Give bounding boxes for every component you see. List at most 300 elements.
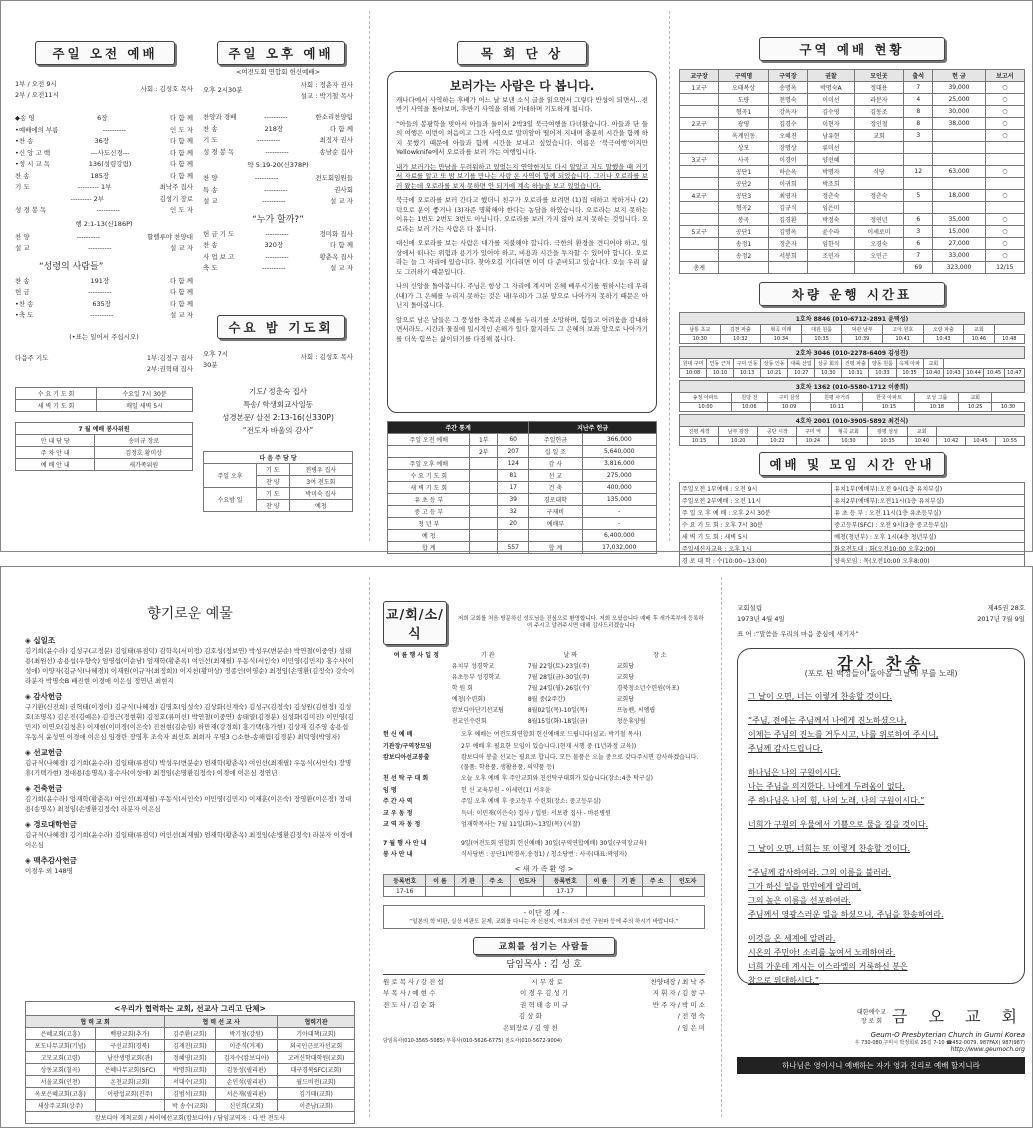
afternoon-service-title: 주일 오후 예배 xyxy=(217,41,345,65)
bus-time: 10:11 xyxy=(811,403,863,412)
order-cell: 찬 송 xyxy=(15,171,30,180)
service-times-table: 수 요 기 도 회 수요일 7시 30분 새 벽 기 도 회 매일 새벽 5시 xyxy=(15,387,193,412)
district-header: 모인곳 xyxy=(854,70,904,82)
order-cell: ---------- xyxy=(88,244,112,252)
district-cell: 15,000 xyxy=(933,226,985,238)
district-cell xyxy=(680,142,719,154)
committee-table: 7 월 예배 봉사위원 안 내 담 당 송미규 장로 주 차 안 내 김정호 황미상 예 배 안 내 새가족위원 xyxy=(15,422,193,471)
district-row xyxy=(680,178,1025,190)
meeting-cell: 양육모임 : 목(오전10:00 오후8:00) xyxy=(832,555,1025,567)
event-cell: 7월 22일(토)-23일(주) xyxy=(527,663,590,670)
district-cell: 12/15 xyxy=(985,262,1024,274)
district-cell: 박정숙 xyxy=(808,214,855,226)
news-item xyxy=(383,742,705,752)
district-cell: 라분자 xyxy=(854,94,904,106)
bus-stop: 원당 전 xyxy=(731,393,767,403)
order-row xyxy=(203,263,353,275)
district-row xyxy=(680,214,1025,226)
partner-cell: 김범석(교회) xyxy=(165,1088,215,1100)
stats-row xyxy=(388,530,657,542)
stats-cell: 구제비 xyxy=(529,506,582,518)
founded-date: 교회설립 1973년 4월 4일 xyxy=(737,604,785,623)
order-row xyxy=(203,173,353,185)
stats-cell: 예배부 xyxy=(529,518,582,530)
partner-cell: 상동교회(칠곡) xyxy=(26,1064,96,1076)
morning-order-list xyxy=(15,113,193,217)
bus-schedule xyxy=(679,312,1025,446)
district-cell: 김동조 xyxy=(854,106,904,118)
bus-time: 10:33 xyxy=(869,369,896,378)
partner-cell: 남산생명교회(관) xyxy=(95,1052,165,1064)
pastor-essay: 보러가는 사람은 다 봅니다. 캐나다에서 사역하는 후배가 어느 날 보낸 소식 글을 읽으면서 그렇다 반성이 되면서...전반기 사역을 돌아보며, 후반기 사역을 위해 기대하며 기도하게 됩니다. “아들의 봉팡학을 맞아서 아들과 둘이서 2박3일 북극여행을 다녀왔습니다. 아들과 단 둘의 여행은 이번이 처음이고 그간 사역으로 말미암아 떨어져 지내며 충분히 시간을 함께 하지 못했기 때문에 아들과 함께 시간을 보내고 싶었습니다. 이름은 ‘북극여행’이지만 Yellowknife에서 오로라를 보러 가는 여행입니다. 내가 보러가는 만남을 두려워하고 있었는지 연약한지도 다시 알았고 지도 말했을 때 거기서 자료를 알고 또 밤 보기를 만나는 사랑 온 사역이 함께 되었습니다. 그러나 오로라를 보러 왔는데 오로라를 보지 못하면 안 되기에 계속 하늘을 보고 있었습니다. 북극에 오로라를 보러 간다고 했더니 친구가 오로라를 보려면 (1)집 대하고 착하거나 (2)덕으로 운이 좋거나 (3)자존 명확해야 한다는 농담을 하였습니다. 오로라는 보지 못하는 이유는 1번도 2번도 3번도 아닙니다. 오로라를 보러 가지 않아 보지 못하는 것입니다. 오로라는 보러 가는 사람은 다 봅니다. 대신에 오로라를 보는 사람은 대가를 지불해야 합니다. 극한의 환경을 견디어야 하고, 일상에서 떠나는 위험과 용기가 있어야 하고, 비용과 시간을 투자할 수 있어야 합니다. 오로라는 늘 그 자리에 있습니다. 찾아오길 기다리면 이미 다 준비되고 있습니다. 오늘 우리 삶도 그러하기 때문입니다. 나의 신앙을 돌아봅니다. 주님은 항상 그 자리에 계시며 은혜 베푸시기를 원하시는데 우리(내)가 그 은혜를 누리지 못하는 것은 내(우리)가 그분 앞으로 나아가지 못하기 때문은 아닌지 돌아봅니다. 앞으로 남은 날들은 그 풍성한 축복과 은혜를 누리기를 소망하며, 힘들고 어려움을 감내하면서라도, 시간과 물질에 일시적인 손해가 있다 할지라도 그 은혜의 보좌 앞으로 나아가기를 더욱 힘쓰는 삶이되기를 다짐해 봅니다. xyxy=(387,71,657,413)
order-cell: 사 업 보 고 xyxy=(203,252,235,261)
order-row xyxy=(15,205,193,217)
order-cell: ---------- xyxy=(90,311,114,319)
stats-cell xyxy=(470,470,498,482)
order-row xyxy=(203,147,353,159)
hymn-line: 그 날이 오면, 너는 이렇게 찬송할 것이다. xyxy=(748,692,892,701)
district-cell: 7 xyxy=(904,82,933,94)
district-cell: 6 xyxy=(904,238,933,250)
church-news-column: 교/회/소/식 저희 교회를 처음 방문하신 성도님을 진심으로 환영합니다. 저희 오셨습니다 예배 후 새가족부에 등록하여 주시고 알려주시면 대해 감사드리겠습니다 여 름 행 사 일 정 기 관 날 짜 장 소 유치부 성경학교 7월 22일(토)-23일(주) 교회당 유초등부 성경학교 7월 28일(금)-30일(주) 교회당 학 원 회 7월 24일(월)-26일(수) 경북청소년수련원(아포) 예청(수련회) 8월 중(2주간) 교회당 캄보디아단기선교팀 8월02일(목)-10일(목) 프놈펜, 씨엠립 전교인수련회 8월15일(화)-18일(금) 청운휴양림 헌 신 예 배 오후 예배는 여전도회연합회 헌신예배로 드립니다(설교: 박기철 목사) 기관장/구역장모임 2부 예배 후 필요한 모임이 있습니다.(현재 시행 중 (1년과정 교육)) 캄보디아선교봉출 캄보디아 봉출 선교는 필요로 합니다. 모든 물품은 오늘 중으로 갖다주시면 감사하겠습니다.(물품: 학용품, 생활용품, 의약품 등) 친 선 탁 구 대 회 오늘 오후 예배 후 주안교회와 친선탁구대회가 있습니다(장소:4층 탁구실) 임 명 헌 신 교육부원 - 이세민(1) 서우윤 주 간 사 역 주일 오후 예배 후 중고등부 수련회(장소: 중고등부실) 교 우 동 정 득녀: 이민재(이은숙) 집사 / 입원: 서보광 집사 - 바른병원 교 역 자 동 정 엄재학목사는 7월 11일(화)~13일(목) (시찰) 7 월 행 사 안 내 9일(여전도회 연합회 헌신예배) 30일(구역연합예배) 30일(구역장교육) 봉 사 안 내 식사당번 : 공단1(박경옥,송정1) / 청소당번 : 사곡(대표:곽영자) < 새 가 족 환 영 > 등록번호 이 름 기 관 주 소 인도자 등록번호 이 름 기 관 주 소 인도자 17-16 17-17 - 이단 경 계 - “일본의 학 비판, 실상 비판도 문제, 교회를 다니는 자 신천지, 여호와의 증인 구원파 등에 주의 하시기 바랍니다.” 교회를 섬기는 사람들 담임목사 : 김 성 호 원 로 목 사 / 강 진 섭 시 무 장 로 찬양대장 / 최 낙 주 부 목 사 / 예 현 수 이 경 우 김 성 기 지 휘 자 / 김 창 구 전 도 사 / 김 순 화 권 혁 태 송 미 규 반 주 자 / 박 미 소 김 상 화 / 전 형 숙 은퇴장로 / 김 영 천 / 임 은 미 담임목사(010-3565-5085) 부목사(010-5626-6775) 전도사(010-5672-9004) xyxy=(383,567,705,1127)
bus-times-row xyxy=(680,335,1025,344)
district-row xyxy=(680,166,1025,178)
stats-cell xyxy=(529,530,582,542)
partner-cell: 이광섭교회(진주) xyxy=(95,1088,165,1100)
district-cell: 35,000 xyxy=(933,214,985,226)
district-cell: 남유현 xyxy=(808,130,855,142)
bus-stop: 고아 원호 xyxy=(882,325,923,335)
order-cell: 기 도 xyxy=(15,183,30,191)
partner-cell: 포도나무교회(기념) xyxy=(26,1040,96,1052)
event-cell: 학 원 회 xyxy=(451,685,473,692)
order-cell: 설 교 자 xyxy=(170,311,193,319)
event-cell: 8월 중(2주간) xyxy=(527,696,566,703)
afternoon-service-column xyxy=(203,1,353,551)
summer-events-table: 여 름 행 사 일 정 기 관 날 짜 장 소 유치부 성경학교 7월 22일(토)-23일(주) 교회당 유초등부 성경학교 7월 28일(금)-30일(주) 교회당 학 원 회 7월 24일(월)-26일(수) 경북청소년수련원(아포) 예청(수련회) 8월 중(2주간) 교회당 캄보디아단기선교팀 8월02일(목)-10일(목) 프놈펜, 씨엠립 전교인수련회 8월15일(화)-18일(금) 청운휴양림 xyxy=(383,649,705,726)
stats-cell xyxy=(470,482,498,494)
order-cell: 다 함 께 xyxy=(170,148,193,157)
newcomer-header: 등록번호 xyxy=(544,874,586,886)
bus-stop: 상동 인동 xyxy=(761,359,788,369)
wednesday-special: 특송/ 학생회교사일동 xyxy=(242,399,314,409)
fold-line-4 xyxy=(721,577,722,1117)
bus-stop: 원대 구미 xyxy=(680,359,707,369)
partner-cell: 김동성(필리핀) xyxy=(215,1064,277,1076)
order-cell: 황춘옥 집사 xyxy=(319,252,353,261)
partner-row xyxy=(26,1028,355,1040)
district-cell: 이귀희 xyxy=(768,178,807,190)
order-cell: 다 함 께 xyxy=(330,241,353,249)
district-cell xyxy=(680,166,719,178)
order-cell: 185장 xyxy=(90,171,110,180)
order-cell: 축 도 xyxy=(203,264,218,272)
district-cell: 형곡1 xyxy=(719,106,769,118)
district-cell: 39,000 xyxy=(933,82,985,94)
stats-row xyxy=(388,518,657,530)
wednesday-sermon: “전도자 바울의 감사” xyxy=(242,425,314,435)
stats-cell: - xyxy=(582,518,656,530)
meeting-cell: 유치2부(예배부):오전11시(1층 유치부실) xyxy=(832,495,1025,507)
order-cell: 다 함 께 xyxy=(170,160,193,168)
order-cell: 635장 xyxy=(92,299,112,308)
news-item-text: 주일 오후 예배 후 중고등부 수련회(장소: 중고등부실) xyxy=(461,798,601,805)
district-cell: 18,000 xyxy=(933,190,985,202)
order-row xyxy=(15,287,193,299)
stats-cell: 건 축 xyxy=(529,482,582,494)
district-cell: 류미선 xyxy=(808,142,855,154)
senior-pastor: 담임목사 : 김 성 호 xyxy=(506,959,582,970)
district-cell: ○ xyxy=(985,226,1024,238)
stats-cell: 감 사 xyxy=(529,458,582,470)
district-header: 교구장 xyxy=(680,70,719,82)
stats-row xyxy=(388,482,657,494)
fold-line xyxy=(369,11,370,541)
district-cell xyxy=(933,202,985,214)
order-cell: 찬 송 xyxy=(203,124,218,133)
bus-times-row xyxy=(680,437,1025,446)
news-title: 교/회/소/식 xyxy=(383,601,447,645)
bus-stop: 덕관 남부 xyxy=(842,325,883,335)
order-cell: 설 교 xyxy=(15,244,30,252)
bus-stop: 원평 사거리 xyxy=(811,393,863,403)
bus-time: 10:15 xyxy=(680,437,719,446)
event-spacer xyxy=(383,704,450,715)
district-cell: 이경이 xyxy=(768,154,807,166)
district-cell: 강옥자 xyxy=(768,106,807,118)
district-cell: 송정2 xyxy=(719,250,769,262)
order-cell: 성 경 봉 독 xyxy=(203,147,235,156)
bus-route-header xyxy=(680,313,1025,325)
event-cell: 전교인수련회 xyxy=(451,718,487,725)
stats-cell: 275,000 xyxy=(582,470,656,482)
news-item-text: 헌 신 교육부원 - 이세민(1) 서우윤 xyxy=(461,786,551,794)
bus-time: 10:30 xyxy=(680,335,721,344)
order-cell: 218장 xyxy=(264,124,284,133)
wednesday-prayer: 기도/ 정춘숙 집사 xyxy=(248,386,307,396)
event-cell: 8월02일(목)-10일(목) xyxy=(527,707,588,714)
bus-stop: 남통 초교 xyxy=(680,325,721,335)
bus-time: 10:35 xyxy=(801,335,842,344)
partner-cell: 서은재(필리핀) xyxy=(215,1088,277,1100)
newcomer-title: < 새 가 족 환 영 > xyxy=(514,864,574,873)
meeting-cell: 주일오전 1부예배 : 오전 9시 xyxy=(680,483,832,495)
district-cell: 장명상 xyxy=(768,142,807,154)
district-cell xyxy=(904,142,933,154)
stats-cell: 3,816,000 xyxy=(582,458,656,470)
afternoon-order-list xyxy=(203,112,353,158)
news-item-text: 오늘 오후 예배 후 주안교회와 친선탁구대회가 있습니다(장소:4층 탁구실) xyxy=(461,775,653,782)
district-cell: 교회 xyxy=(854,130,904,142)
stats-cell: 십 일 조 xyxy=(529,446,582,458)
district-cell xyxy=(933,178,985,190)
stats-cell: 합 계 xyxy=(388,542,470,554)
essay-headline: 보러가는 사람은 다 봅니다. xyxy=(449,79,595,93)
news-item-text: 엄재학목사는 7월 11일(화)~13일(목) (시찰) xyxy=(461,821,581,828)
bus-stop: 상공 회의 xyxy=(815,359,842,369)
order-row xyxy=(15,182,193,194)
offering-section-heading: ◈ 십일조 xyxy=(25,636,56,645)
newcomer-header: 이 름 xyxy=(426,874,454,886)
district-cell: 38,000 xyxy=(933,118,985,130)
district-cell: 양선혜 xyxy=(808,154,855,166)
news-item-label: 교 우 동 정 xyxy=(383,809,413,817)
bus-time: 10:48 xyxy=(994,335,1024,344)
bus-route-name: 4호차 2001 (010-3905-5892 최건식) xyxy=(680,415,1025,427)
stats-cell: 중 고 등 부 xyxy=(388,506,470,518)
district-cell: 하순옥 xyxy=(768,166,807,178)
order-cell: 136(성령강림) xyxy=(88,160,132,168)
district-cell xyxy=(854,154,904,166)
district-cell xyxy=(933,130,985,142)
district-cell: 식당 xyxy=(854,166,904,178)
bus-stop: 오성 그룹 xyxy=(915,393,959,403)
order-cell: 설 교 자 xyxy=(330,264,353,272)
district-cell: 도량 xyxy=(719,94,769,106)
order-cell: ---------- xyxy=(265,252,289,261)
offering-section-heading: ◈ 건축헌금 xyxy=(25,784,63,793)
bus-stop: 옥계 아파 xyxy=(896,359,923,369)
hymn-line: 그 날이 오면, 너희는 또 이렇게 찬송할 것이다. xyxy=(748,844,910,853)
meeting-row xyxy=(680,543,1025,555)
event-cell: 교회당 xyxy=(616,696,635,703)
meeting-cell: 화요전도대 : 화(오전10:00 오후2:00) xyxy=(832,543,1025,555)
partner-cell: 박명희(교회) xyxy=(165,1064,215,1076)
partner-cell: 은혜나무교회(SFC) xyxy=(95,1064,165,1076)
order-cell: 기 도 xyxy=(203,136,218,144)
bulletin-outside-sheet xyxy=(0,566,1033,1128)
district-cell: 69 xyxy=(904,262,933,274)
order-cell: •신 앙 고 백 xyxy=(15,148,51,157)
meeting-row xyxy=(680,555,1025,567)
bus-time: 10:18 xyxy=(915,403,959,412)
order-cell: 320장 xyxy=(264,241,284,249)
district-row xyxy=(680,190,1025,202)
order-cell: ---------- xyxy=(76,232,101,241)
event-cell: 프놈펜, 씨엠립 xyxy=(616,707,656,714)
bus-time: 10:08 xyxy=(680,369,707,378)
district-cell: 8 xyxy=(904,118,933,130)
district-cell: 오민근 xyxy=(854,250,904,262)
staff-row xyxy=(383,1000,705,1012)
cover-column xyxy=(737,567,1025,1127)
district-row xyxy=(680,130,1025,142)
order-cell: 헌 금 xyxy=(15,288,30,296)
staff-cell: / 전 형 숙 xyxy=(677,1012,705,1020)
news-item-label: 주 간 사 역 xyxy=(383,798,413,805)
staff-cell: 부 목 사 / 예 현 수 xyxy=(383,989,436,997)
stats-cell: 주일 오후 예배 xyxy=(388,458,470,470)
morning-sermon-title: “성령의 사람들” xyxy=(39,261,104,272)
news-item xyxy=(383,730,705,740)
stats-cell xyxy=(470,494,498,506)
order-cell: 특 송 xyxy=(203,185,218,194)
district-cell: 정연년 xyxy=(854,214,904,226)
partner-cell: 은혜교회(고흥) xyxy=(26,1028,96,1040)
order-cell: ◆송 영 xyxy=(15,114,35,122)
church-url[interactable]: http://www.geumoch.org xyxy=(950,1046,1025,1053)
newcomer-header: 기 관 xyxy=(615,874,643,886)
afternoon-sermon-title: “누가 할까?” xyxy=(252,214,304,225)
district-cell xyxy=(854,262,904,274)
next-prayer-1: 1부:김정구 집사 xyxy=(146,353,193,362)
bus-time: 10:20 xyxy=(719,437,758,446)
order-cell: ---------- xyxy=(265,229,289,238)
order-cell: 찬 양 xyxy=(15,232,30,241)
newcomer-header: 이 름 xyxy=(586,874,614,886)
next-prayer-label: 다음주 기도 xyxy=(15,353,49,362)
bus-time: 10:45 xyxy=(984,369,1004,378)
bus-time: 10:30 xyxy=(829,437,868,446)
fold-line-3 xyxy=(369,577,370,1117)
offering-section-heading: ◈ 맥추감사헌금 xyxy=(25,856,77,865)
stats-cell: 수 요 기 도 회 xyxy=(388,470,470,482)
hymn-line: “주님, 전에는 주님께서 나에게 진노하셨으나, 이제는 주님의 진노를 거두시고, 나를 위로하여 주시니, 주님께 감사드립니다. xyxy=(748,716,939,753)
service-duty: 식사당번 : 공단1(박경옥,송정1) / 청소당번 : 사곡(대표:곽영자) xyxy=(461,850,627,858)
news-items xyxy=(383,730,705,830)
bus-stop: 구미 인동 xyxy=(734,359,761,369)
news-intro: 저희 교회를 처음 방문하신 성도님을 진심으로 환영합니다. 저희 오셨습니다 예배 후 새가족부에 등록하여 주시고 알려주시면 대해 감사드리겠습니다 xyxy=(457,616,704,629)
meeting-cell: 새 벽 기 도 회 : 새벽 5시 xyxy=(680,531,832,543)
district-cell: 3교구 xyxy=(680,154,719,166)
offering-section-heading: ◈ 선교헌금 xyxy=(25,748,63,757)
stats-cell: 주일헌금 xyxy=(529,434,582,446)
district-cell: ○ xyxy=(985,250,1024,262)
partner-cell: 새상주교회(상주) xyxy=(26,1100,96,1112)
bus-time: 10:25 xyxy=(959,403,992,412)
bus-time: 10:10 xyxy=(707,369,734,378)
district-cell: 공단1 xyxy=(719,226,769,238)
partner-cell: 기아대책(교회) xyxy=(278,1028,355,1040)
order-cell: 설 교 자 xyxy=(330,197,353,205)
next-prayer-2: 2부:권혁태 집사 xyxy=(146,364,193,373)
event-cell: 청운휴양림 xyxy=(616,718,646,725)
church-address: 우 730-080 구미시 박정희로 25길 7-10 ☎452-0079, 987FAX) 987(987) xyxy=(854,1040,1025,1046)
district-cell: ○ xyxy=(985,238,1024,250)
district-cell: 조민자 xyxy=(808,250,855,262)
news-item-label: 캄보디아선교봉출 xyxy=(383,754,430,761)
partner-cell: 신인희(교회) xyxy=(215,1100,277,1112)
bus-stop: 형곡 교회 xyxy=(829,427,868,437)
bus-time: 10:39 xyxy=(842,335,883,344)
stats-cell xyxy=(470,542,498,554)
district-cell xyxy=(768,262,807,274)
order-row xyxy=(15,148,193,160)
partner-cell: 옥포은혜교회(고흥) xyxy=(26,1088,96,1100)
bus-time: 10:09 xyxy=(767,403,811,412)
wednesday-leader: 사회 : 김성호 목사 xyxy=(300,352,353,361)
church-name: 금 오 교 회 xyxy=(891,1007,1025,1026)
event-row xyxy=(383,704,705,715)
denomination: 대한예수교 장 로 회 xyxy=(856,1008,886,1025)
district-cell xyxy=(808,262,855,274)
bus-route-table xyxy=(679,380,1025,412)
bus-time: 10:06 xyxy=(731,403,767,412)
order-cell: ---------- xyxy=(264,113,288,121)
hymn-line: 이것을 온 세계에 알려라. 시온의 주민아! 소리를 높여서 노래하여라. 너희 가운데 계시는 이스라엘의 거룩하신 분은 참으로 위대하시다.” xyxy=(748,934,908,985)
stats-cell: 366,000 xyxy=(582,434,656,446)
district-cell xyxy=(904,202,933,214)
newcomer-header: 주 소 xyxy=(643,874,671,886)
bus-stop: 김천 파출 xyxy=(720,325,761,335)
district-cell: 송정1 xyxy=(719,238,769,250)
staff-cell: 시 무 장 로 xyxy=(531,977,563,986)
stats-row xyxy=(388,542,657,554)
newcomer-header: 등록번호 xyxy=(384,874,426,886)
news-item-text: 오후 예배는 여전도회연합회 헌신예배로 드립니다(설교: 박기철 목사) xyxy=(461,731,642,738)
heresy-warning: - 이단 경 계 - “일본의 학 비판, 실상 비판도 문제, 교회를 다니는 자 신천지, 여호와의 증인 구원파 등에 주의 하시기 바랍니다.” xyxy=(383,905,705,929)
district-cell: 이현자 xyxy=(808,118,855,130)
staff-row xyxy=(383,1011,705,1023)
news-item xyxy=(383,753,705,772)
event-spacer xyxy=(383,693,450,704)
district-cell: 김경환 xyxy=(768,214,807,226)
bus-time: 10:43 xyxy=(943,369,963,378)
order-cell: •찬 송 xyxy=(15,137,34,145)
news-item xyxy=(383,820,705,830)
hymn-title: 감사 찬송 xyxy=(837,654,925,673)
district-cell: 임한식 xyxy=(808,238,855,250)
event-cell: 캄보디아단기선교팀 xyxy=(451,707,504,714)
bus-time: 10:41 xyxy=(882,335,923,344)
event-spacer xyxy=(383,715,450,726)
stats-cell xyxy=(470,506,498,518)
district-cell xyxy=(680,130,719,142)
bus-time: 10:46 xyxy=(964,335,994,344)
order-cell: 다 함 께 xyxy=(170,276,193,285)
district-header: 보고서 xyxy=(985,70,1024,82)
bus-stops-row xyxy=(680,393,1025,403)
staff-cell: 권 혁 태 송 미 규 xyxy=(519,1000,568,1009)
order-row xyxy=(203,185,353,197)
district-cell: 이세로미 xyxy=(854,226,904,238)
district-cell: 윤수라 xyxy=(808,226,855,238)
district-cell: 김수영 xyxy=(808,106,855,118)
district-cell: 323,000 xyxy=(933,262,985,274)
info-column xyxy=(679,1,1025,565)
order-row xyxy=(203,196,353,208)
stats-cell: 청 년 부 xyxy=(388,518,470,530)
stats-cell: 1부 xyxy=(470,434,498,446)
order-cell: 설 교 자 xyxy=(170,244,193,252)
afternoon-subtitle: <여전도회 연합회 헌신예배> xyxy=(235,68,321,76)
bus-stop: 오랑 파출 xyxy=(923,325,964,335)
district-cell: 12 xyxy=(904,166,933,178)
news-item xyxy=(383,774,705,784)
bus-time: 10:22 xyxy=(758,437,797,446)
offerings-list xyxy=(25,635,355,995)
stats-cell: 32 xyxy=(498,506,529,518)
bus-stop: 교회 xyxy=(923,359,943,369)
order-cell: 찬 송 xyxy=(203,241,218,249)
order-row xyxy=(203,240,353,252)
meeting-row xyxy=(680,483,1025,495)
order-cell: 36장 xyxy=(94,137,110,145)
district-cell xyxy=(933,154,985,166)
district-cell: 최영자 xyxy=(768,190,807,202)
stats-cell: 557 xyxy=(498,542,529,554)
order-cell: 찬 송 xyxy=(15,276,30,285)
district-cell: 2교구 xyxy=(680,118,719,130)
stats-cell: 207 xyxy=(498,446,529,458)
order-cell: 성 경 봉 독 xyxy=(15,206,47,214)
district-cell: 5교구 xyxy=(680,226,719,238)
district-table xyxy=(679,69,1025,274)
bus-stops-row xyxy=(680,325,1025,335)
partner-cell: 월드비전(교회) xyxy=(278,1076,355,1088)
partner-row xyxy=(26,1076,355,1088)
bus-stop: 송정 아파트 xyxy=(680,393,732,403)
